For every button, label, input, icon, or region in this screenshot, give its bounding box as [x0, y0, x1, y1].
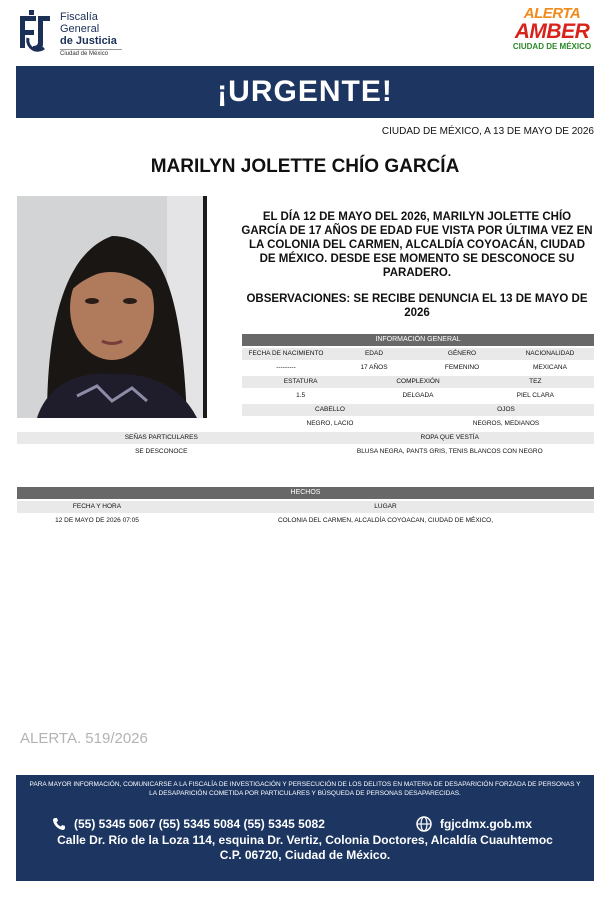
- org-name-line2: General: [60, 23, 100, 35]
- logo-divider: [60, 49, 122, 50]
- missing-person-name: MARILYN JOLETTE CHÍO GARCÍA: [150, 156, 460, 177]
- org-name-line1: Fiscalía: [60, 11, 98, 23]
- header-height: ESTATURA: [283, 378, 318, 385]
- dateline: CIUDAD DE MÉXICO, A 13 DE MAYO DE 2026: [381, 126, 594, 137]
- fgj-logo: [14, 8, 124, 60]
- alerta-amber-logo: [512, 6, 592, 62]
- value-eyes: NEGROS, MEDIANOS: [472, 420, 540, 427]
- info-value-row-3: [242, 418, 594, 430]
- info-value-row-4: [17, 446, 594, 458]
- facts-header-row: [17, 501, 594, 513]
- header-place: LUGAR: [374, 503, 397, 510]
- header-eyes: OJOS: [497, 406, 515, 413]
- address-line2: C.P. 06720, Ciudad de México.: [219, 848, 391, 862]
- header-marks: SEÑAS PARTICULARES: [124, 434, 198, 441]
- value-skin: PIEL CLARA: [516, 392, 554, 399]
- org-name-line4: Ciudad de México: [60, 51, 109, 57]
- header-clothes: ROPA QUE VESTÍA: [420, 434, 479, 441]
- address-line1: Calle Dr. Río de la Loza 114, esquina Dr. Vertiz, Colonia Doctores, Alcaldía Cuauhtemoc: [57, 833, 553, 847]
- value-hair: NEGRO, LACIO: [306, 420, 354, 427]
- header-build: COMPLEXIÓN: [396, 378, 440, 385]
- value-nationality: MEXICANA: [533, 364, 567, 371]
- info-header-row-1: [242, 348, 594, 360]
- header-skin: TEZ: [529, 378, 542, 385]
- value-birth: ---------: [276, 364, 296, 371]
- info-value-row-1: [242, 362, 594, 374]
- info-header-row-2: [242, 376, 594, 388]
- amber-logo-line2: AMBER: [514, 20, 590, 43]
- header-nationality: NACIONALIDAD: [525, 350, 575, 357]
- narrative-text: EL DÍA 12 DE MAYO DEL 2026, MARILYN JOLETTE CHÍO GARCÍA DE 17 AÑOS DE EDAD FUE VISTA POR ÚLTIMA VEZ EN LA COLONIA DEL CARMEN, ALCALDÍA COYOACÁN, CIUDAD DE MÉXICO. DESDE ESE MOMENTO SE DESCONOCE SU PARADERO.: [241, 211, 593, 279]
- facts-table-title: HECHOS: [17, 487, 594, 499]
- phone-icon: [52, 817, 66, 831]
- facts-value-row: [17, 515, 594, 527]
- header-hair: CABELLO: [315, 406, 345, 413]
- header-age: EDAD: [364, 350, 384, 357]
- value-height: 1.5: [296, 392, 306, 399]
- portrait-image: [17, 196, 207, 418]
- info-header-row-4: [17, 432, 594, 444]
- value-datetime: 12 DE MAYO DE 2026 07:05: [55, 517, 139, 524]
- value-build: DELGADA: [402, 392, 434, 399]
- header-datetime: FECHA Y HORA: [72, 503, 122, 510]
- header-birth: FECHA DE NACIMIENTO: [248, 350, 324, 357]
- contact-footer: [16, 775, 594, 881]
- info-table-title: INFORMACIÓN GENERAL: [242, 334, 594, 346]
- fgj-emblem-icon: [14, 8, 56, 58]
- missing-person-photo: [17, 196, 207, 418]
- org-name-line3: de Justicia: [60, 35, 117, 47]
- footer-address: [16, 833, 594, 863]
- globe-icon: [416, 816, 432, 832]
- info-value-row-2: [242, 390, 594, 402]
- footer-phones[interactable]: (55) 5345 5067 (55) 5345 5084 (55) 5345 5082: [74, 817, 325, 831]
- amber-logo-line1: ALERTA: [523, 5, 581, 22]
- amber-logo-line3: CIUDAD DE MÉXICO: [512, 42, 592, 51]
- value-place: COLONIA DEL CARMEN, ALCALDÍA COYOACAN, CIUDAD DE MÉXICO,: [277, 517, 494, 524]
- footer-website-link[interactable]: fgjcdmx.gob.mx: [440, 817, 533, 831]
- observations-text: OBSERVACIONES: SE RECIBE DENUNCIA EL 13 DE MAYO DE 2026: [246, 293, 588, 319]
- value-gender: FEMENINO: [444, 364, 480, 371]
- header-gender: GÉNERO: [447, 350, 477, 357]
- value-age: 17 AÑOS: [360, 364, 388, 371]
- urgent-banner: ¡URGENTE!: [16, 66, 594, 118]
- value-marks: SE DESCONOCE: [135, 448, 188, 455]
- info-header-row-3: [242, 404, 594, 416]
- value-clothes: BLUSA NEGRA, PANTS GRIS, TENIS BLANCOS CON NEGRO: [356, 448, 543, 455]
- footer-fine-print: PARA MAYOR INFORMACIÓN, COMUNICARSE A LA FISCALÍA DE INVESTIGACIÓN Y PERSECUCIÓN DE LOS DELITOS EN MATERIA DE DESAPARICIÓN FORZADA DE PERSONAS Y LA DESAPARICIÓN COMETIDA POR PARTICULARES Y BÚSQUEDA DE PERSONAS DESAPARECIDAS.: [29, 781, 581, 797]
- alert-number: ALERTA. 519/2026: [20, 730, 148, 747]
